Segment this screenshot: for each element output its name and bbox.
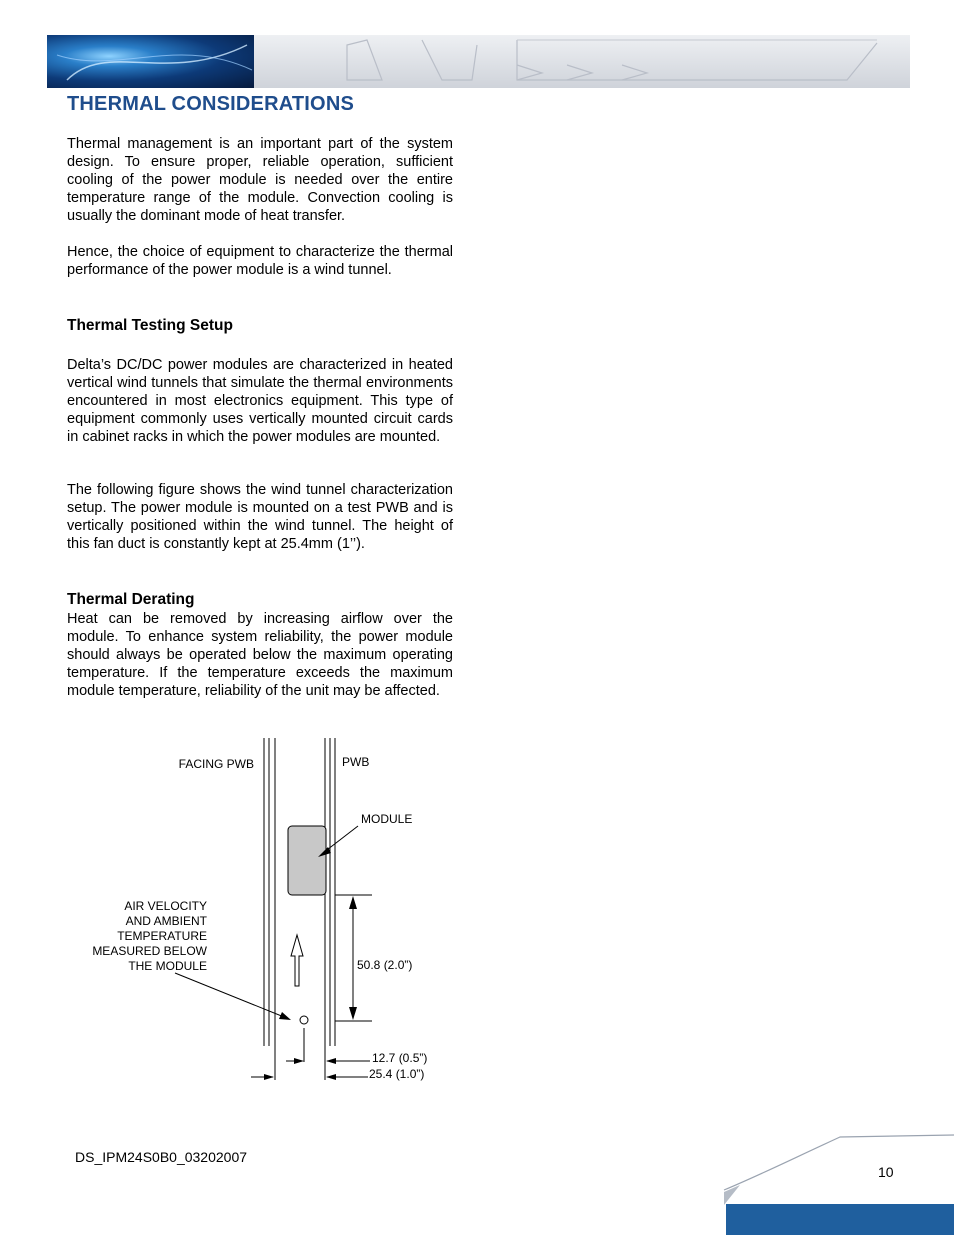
label-dim-half: 12.7 (0.5”) <box>372 1051 428 1065</box>
label-module: MODULE <box>361 812 413 826</box>
label-dim-full: 25.4 (1.0”) <box>369 1067 425 1081</box>
banner-decoration <box>47 35 910 88</box>
page-number: 10 <box>878 1164 894 1180</box>
label-facing-pwb: FACING PWB <box>178 757 254 771</box>
label-air-velocity-5: THE MODULE <box>128 959 207 973</box>
module-block <box>288 826 326 895</box>
label-air-velocity-3: TEMPERATURE <box>117 929 207 943</box>
probe-point <box>300 1016 308 1024</box>
paragraph-heat-removal: Heat can be removed by increasing airflow over the module. To enhance system reliability, the power module should always be operated below the maximum operating temperature. If the temperature exceeds the maximum module temperature, reliability of the unit may be affected. <box>67 611 453 699</box>
label-dim-height: 50.8 (2.0”) <box>357 958 413 972</box>
document-id: DS_IPM24S0B0_03202007 <box>75 1149 248 1165</box>
heading-thermal-testing-setup: Thermal Testing Setup <box>67 317 233 334</box>
header-banner <box>47 35 910 88</box>
probe-arrowhead <box>279 1012 291 1020</box>
paragraph-delta-modules: Delta’s DC/DC power modules are characterized in heated vertical wind tunnels that simulate the thermal environments encountered in most electronics equipment. This type of equipment commonly uses vertically mounted circuit cards in cabinet racks in which the power modules are mounted. <box>67 357 453 445</box>
paragraph-wind-tunnel: Hence, the choice of equipment to characterize the thermal performance of the power module is a wind tunnel. <box>67 244 453 278</box>
heading-thermal-derating: Thermal Derating <box>67 591 195 608</box>
paragraph-thermal-management: Thermal management is an important part of the system design. To ensure proper, reliable operation, sufficient cooling of the power module is needed over the entire temperature range of the module. Convection cooling is usually the dominant mode of heat transfer. <box>67 136 453 224</box>
wind-tunnel-diagram <box>60 730 460 1090</box>
section-title: THERMAL CONSIDERATIONS <box>67 93 354 115</box>
label-air-velocity-2: AND AMBIENT <box>125 914 207 928</box>
label-pwb: PWB <box>342 755 370 769</box>
footer-corner-graphic <box>720 1130 954 1235</box>
footer-blue-bar <box>726 1204 954 1235</box>
airflow-arrow <box>291 935 303 986</box>
paragraph-figure-description: The following figure shows the wind tunnel characterization setup. The power module is mounted on a test PWB and is vertically positioned within the wind tunnel. The height of this fan duct is constantly kept at 25.4mm (1’’). <box>67 482 453 552</box>
label-air-velocity-1: AIR VELOCITY <box>124 899 207 913</box>
label-air-velocity-4: MEASURED BELOW <box>92 944 207 958</box>
